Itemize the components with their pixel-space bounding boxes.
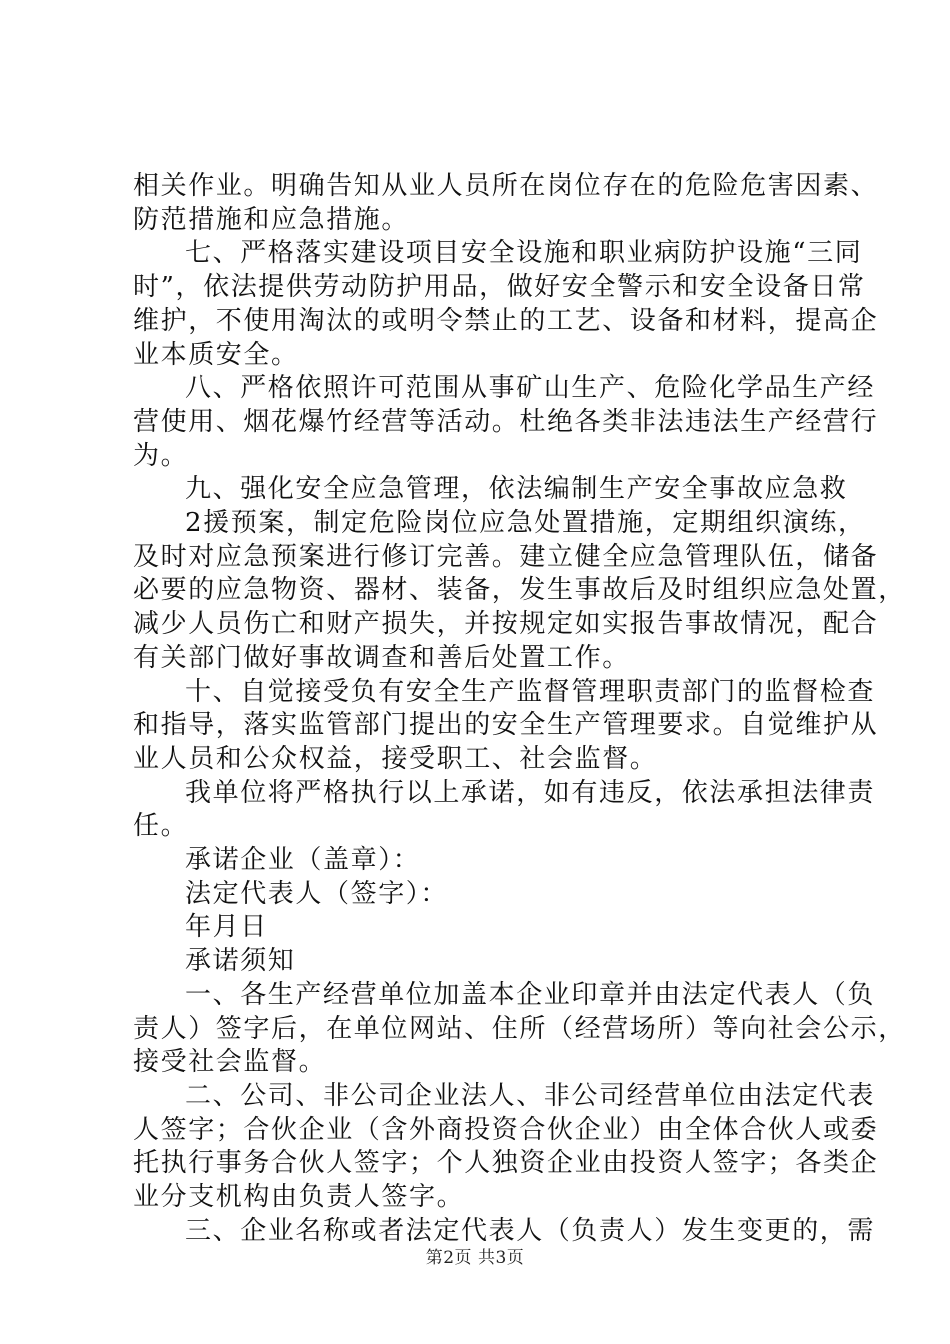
text-line: 时”，依法提供劳动防护用品，做好安全警示和安全设备日常: [133, 272, 866, 303]
text-line: 八、严格依照许可范围从事矿山生产、危险化学品生产经: [185, 373, 876, 404]
text-line: 为。: [133, 440, 189, 471]
text-line: 七、严格落实建设项目安全设施和职业病防护设施“三同: [185, 238, 863, 269]
text-line: 业人员和公众权益，接受职工、社会监督。: [133, 743, 658, 774]
text-line: 责人）签字后，在单位网站、住所（经营场所）等向社会公示，: [133, 1013, 906, 1044]
text-line: 二、公司、非公司企业法人、非公司经营单位由法定代表: [185, 1080, 876, 1111]
page-footer: 第2页 共3页: [425, 1248, 525, 1268]
text-line: 一、各生产经营单位加盖本企业印章并由法定代表人（负: [185, 979, 876, 1010]
text-line: 必要的应急物资、器材、装备，发生事故后及时组织应急处置，: [133, 575, 906, 606]
text-line: 十、自觉接受负有安全生产监督管理职责部门的监督检查: [185, 676, 876, 707]
text-line: 法定代表人（签字）：: [185, 878, 449, 909]
text-line: 年月日: [185, 912, 268, 943]
text-line: 业本质安全。: [133, 339, 299, 370]
text-line: 承诺企业（盖章）：: [185, 845, 421, 876]
text-line: 防范措施和应急措施。: [133, 204, 410, 235]
text-line: 人签字；合伙企业（含外商投资合伙企业）由全体合伙人或委: [133, 1114, 879, 1145]
text-line: 业分支机构由负责人签字。: [133, 1182, 465, 1213]
text-line: 营使用、烟花爆竹经营等活动。杜绝各类非法违法生产经营行: [133, 406, 879, 437]
text-line: 相关作业。明确告知从业人员所在岗位存在的危险危害因素、: [133, 171, 879, 201]
text-line: 减少人员伤亡和财产损失，并按规定如实报告事故情况，配合: [133, 609, 879, 640]
text-line: 三、企业名称或者法定代表人（负责人）发生变更的，需: [185, 1215, 876, 1246]
text-line: 托执行事务合伙人签字；个人独资企业由投资人签字；各类企: [133, 1148, 879, 1179]
text-line: 九、强化安全应急管理，依法编制生产安全事故应急救: [185, 474, 848, 505]
text-line: 接受社会监督。: [133, 1047, 327, 1078]
text-line: 有关部门做好事故调查和善后处置工作。: [133, 642, 630, 673]
text-line: 我单位将严格执行以上承诺，如有违反，依法承担法律责: [185, 777, 876, 808]
text-line: 任。: [133, 811, 189, 842]
text-line: 和指导，落实监管部门提出的安全生产管理要求。自觉维护从: [133, 710, 879, 741]
text-line: 承诺须知: [185, 946, 296, 977]
text-line: 维护，不使用淘汰的或明令禁止的工艺、设备和材料，提高企: [133, 305, 879, 336]
document-body: [133, 170, 906, 1249]
text-line: 2援预案，制定危险岗位应急处置措施，定期组织演练，: [185, 508, 866, 539]
text-line: 及时对应急预案进行修订完善。建立健全应急管理队伍，储备: [133, 541, 879, 572]
